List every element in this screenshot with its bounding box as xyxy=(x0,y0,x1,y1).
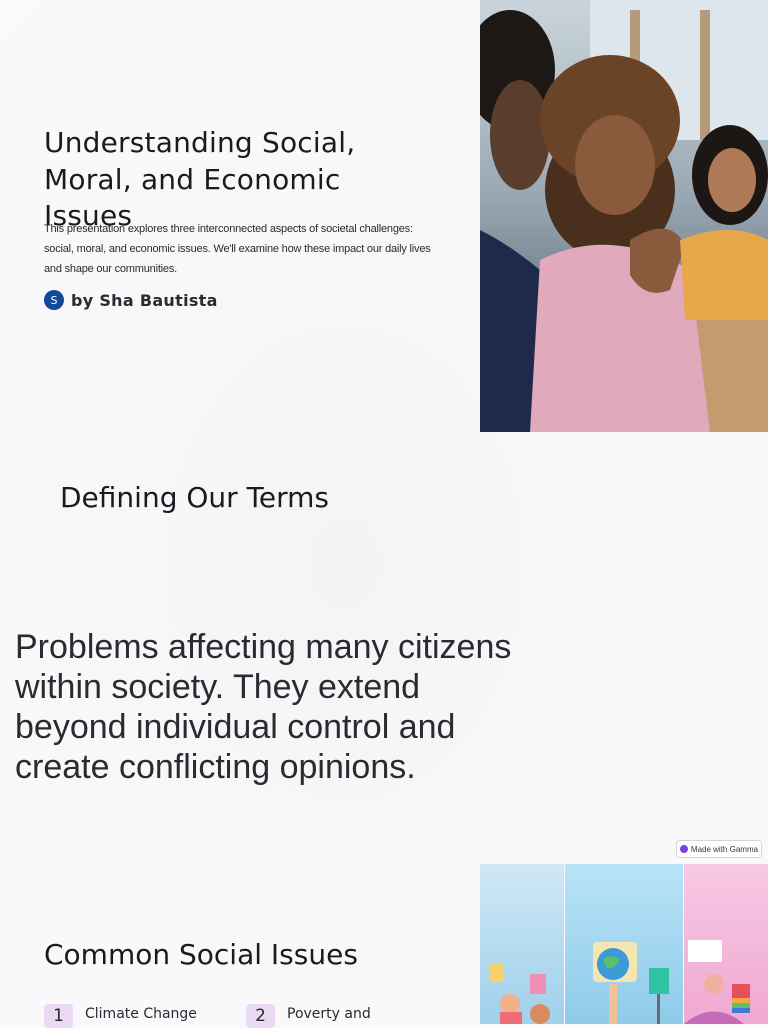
item-label: Climate Change xyxy=(85,1006,197,1022)
presentation-description: This presentation explores three interconnected aspects of societal challenges: social, moral, and economic issues. We'll examine how these impact our daily lives and shape our communities. xyxy=(44,223,431,275)
made-with-gamma-badge[interactable] xyxy=(676,840,762,858)
title-slide xyxy=(0,0,768,432)
students-classroom-photo xyxy=(480,0,768,432)
item-number-badge: 2 xyxy=(246,1004,275,1028)
list-item xyxy=(44,1004,197,1028)
section-title-defining-terms: Defining Our Terms xyxy=(60,481,330,514)
list-item xyxy=(246,1004,371,1028)
section-title-common-social-issues: Common Social Issues xyxy=(44,938,358,971)
author-credit xyxy=(44,290,218,310)
author-name: by Sha Bautista xyxy=(71,290,218,310)
gamma-logo-icon xyxy=(680,845,688,853)
item-number-badge: 1 xyxy=(44,1004,73,1028)
social-issues-illustration xyxy=(480,864,768,1024)
definition-text: Problems affecting many citizens within society. They extend beyond individual control and create conflicting opinions. xyxy=(15,628,512,786)
author-avatar: S xyxy=(44,290,64,310)
gamma-badge-label: Made with Gamma xyxy=(690,844,759,854)
presentation-title: Understanding Social, Moral, and Economic Issues xyxy=(44,126,356,232)
item-label: Poverty and xyxy=(287,1006,371,1022)
